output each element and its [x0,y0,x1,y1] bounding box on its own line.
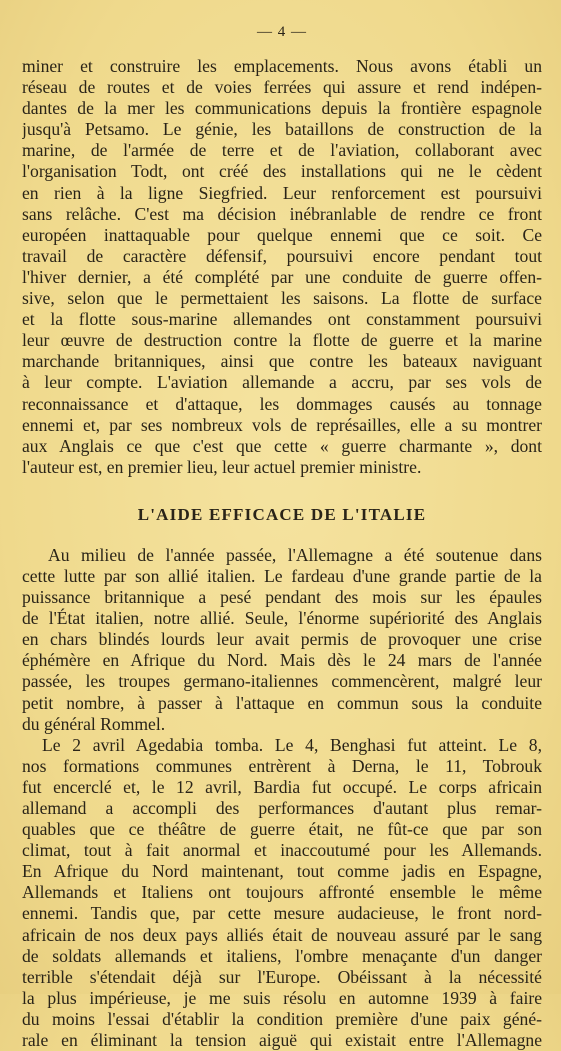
text-line: miner et construire les emplacements. Nous avons établi un [22,56,542,76]
text-line: marine, de l'armée de terre et de l'aviation, collaborant avec [22,140,542,161]
text-line: En Afrique du Nord maintenant, tout comme jadis en Espagne, [22,861,542,882]
text-line: quables que ce théâtre de guerre était, ne fût-ce que par son [22,819,542,840]
text-line: Au milieu de l'année passée, l'Allemagne a été soutenue dans [48,544,542,565]
text-line: du moins l'essai d'établir la condition première d'une paix géné- [22,1008,542,1029]
text-line: rale en éliminant la tension aiguë qui existait entre l'Allemagne [22,1030,542,1051]
text-line: à leur compte. L'aviation allemande a accru, par ses vols de [22,372,542,393]
text-line: l'hiver dernier, a été complété par une conduite de guerre offen- [22,266,542,287]
text-line: africain de nos deux pays alliés était de nouveau assuré par le sang [22,924,542,945]
text-line: dantes de la mer les communications depuis la frontière espagnole [22,98,542,119]
text-line: de soldats allemands et italiens, l'ombre menaçante d'un danger [22,945,542,966]
text-line: Allemands et Italiens ont toujours affronté ensemble le même [22,882,542,903]
text-line: du général Rommel. [22,713,166,734]
text-line: l'auteur est, en premier lieu, leur actuel premier ministre. [22,456,422,477]
paragraph-1 [22,56,542,478]
text-line: leur œuvre de destruction contre la flotte de guerre et la marine [22,330,542,351]
paragraph-2 [22,545,542,735]
text-line: climat, tout à fait anormal et inaccoutumé pour les Allemands. [22,840,542,861]
section-heading: L'AIDE EFFICACE DE L'ITALIE [137,504,427,524]
text-line: puissance britannique a pesé pendant des mois sur les épaules [22,587,542,608]
page-number: — 4 — [257,24,307,40]
document-page [22,22,542,1051]
text-line: éphémère en Afrique du Nord. Mais dès le 24 mars de l'année [22,650,542,671]
text-line: travail de caractère défensif, poursuivi encore pendant tout [22,245,542,266]
text-line: Le 2 avril Agedabia tomba. Le 4, Benghasi fut atteint. Le 8, [42,734,542,755]
text-line: passée, les troupes germano-italiennes commencèrent, malgré leur [22,671,542,692]
text-line: réseau de routes et de voies ferrées qui assure et rend indépen- [22,77,542,98]
text-line: sans relâche. C'est ma décision inébranlable de rendre ce front [22,203,542,224]
text-line: petit nombre, à passer à l'attaque en commun sous la conduite [22,692,542,713]
text-line: sive, selon que le permettaient les saisons. La flotte de surface [22,288,542,309]
text-line: allemand a accompli des performances d'autant plus remar- [22,798,542,818]
text-line: cette lutte par son allié italien. Le fardeau d'une grande partie de la [22,565,542,586]
text-line: aux Anglais ce que c'est que cette « guerre charmante », dont [22,435,542,456]
text-line: fut encerclé et, le 12 avril, Bardia fut occupé. Le corps africain [22,776,542,797]
text-line: de l'État italien, notre allié. Seule, l'énorme supériorité des Anglais [22,608,542,629]
text-line: nos formations communes entrèrent à Derna, le 11, Tobrouk [22,755,542,776]
text-line: en chars blindés lourds leur avait permis de provoquer une crise [22,629,542,650]
text-line: en rien à la ligne Siegfried. Leur renforcement est poursuivi [22,182,542,203]
text-line: et la flotte sous-marine allemandes ont constamment poursuivi [22,309,542,330]
paragraph-3 [22,735,542,1051]
text-line: la plus impérieuse, je me suis résolu en automne 1939 à faire [22,987,542,1008]
text-line: reconnaissance et d'attaque, les dommages causés au tonnage [22,393,542,414]
text-line: ennemi et, par ses nombreux vols de représailles, elle a su montrer [22,414,542,435]
text-line: européen inattaquable pour quelque ennemi que ce soit. Ce [22,224,542,245]
text-line: terrible s'étendait déjà sur l'Europe. Obéissant à la nécessité [22,966,542,987]
text-line: ennemi. Tandis que, par cette mesure audacieuse, le front nord- [22,903,542,924]
text-line: jusqu'à Petsamo. Le génie, les bataillons de construction de la [22,119,542,140]
text-line: marchande britanniques, ainsi que contre les bateaux naviguant [22,351,542,372]
text-line: l'organisation Todt, ont créé des installations qui ne le cèdent [22,161,542,182]
